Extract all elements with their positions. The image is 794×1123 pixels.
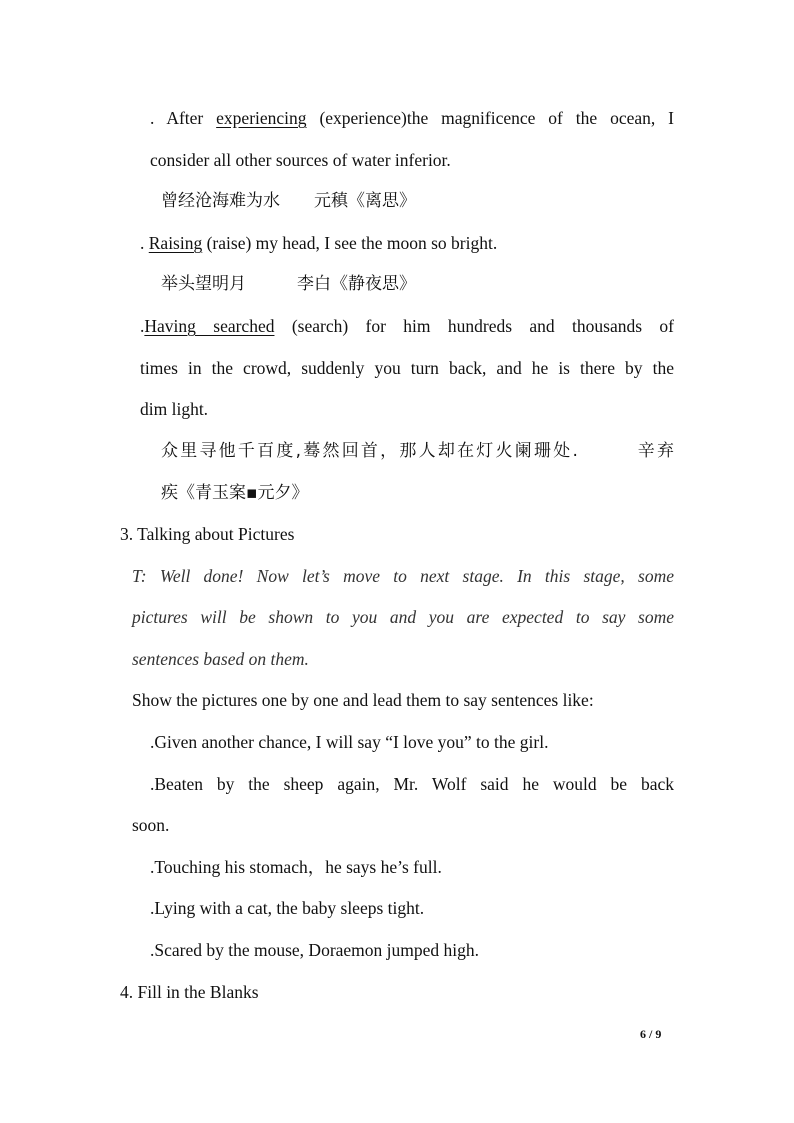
- example-3-prefix: .: [140, 316, 145, 336]
- example-1-line-1: [150, 107, 674, 129]
- teacher-line-2: pictures will be shown to you and you are expected to say some: [132, 607, 674, 627]
- example-1-prefix: . After: [150, 108, 217, 128]
- section-4-heading: 4. Fill in the Blanks: [120, 982, 259, 1002]
- sentence-1: .Given another chance, I will say “I love you” to the girl.: [150, 732, 549, 752]
- example-3-line-1: [140, 315, 674, 337]
- example-1-chinese: 曾经沧海难为水 元稹《离思》: [161, 191, 416, 211]
- example-3-answer: Having searched: [144, 316, 275, 336]
- sentence-5: .Scared by the mouse, Doraemon jumped high.: [150, 940, 480, 960]
- sentence-2: .Beaten by the sheep again, Mr. Wolf said he would be back: [150, 774, 674, 794]
- sentence-3: .Touching his stomach，he says he’s full.: [150, 857, 442, 877]
- example-3-rest: (search) for him hundreds and thousands of: [274, 316, 674, 336]
- teacher-line-1: T: Well done! Now let’s move to next stage. In this stage, some: [132, 566, 674, 586]
- example-2-rest: (raise) my head, I see the moon so bright.: [202, 233, 498, 253]
- section-3-heading: 3. Talking about Pictures: [120, 524, 295, 544]
- example-1-answer: experiencing: [216, 108, 307, 128]
- example-2-prefix: .: [140, 233, 149, 253]
- page-number: 6 / 9: [640, 1027, 662, 1041]
- teacher-line-3: sentences based on them.: [132, 649, 309, 669]
- example-1-line-2: consider all other sources of water inferior.: [150, 150, 451, 170]
- example-2-answer: Raising: [148, 233, 203, 253]
- example-2-line-1: [140, 232, 497, 254]
- instruction: Show the pictures one by one and lead them to say sentences like:: [132, 690, 594, 710]
- example-3-chinese-line-1: 众里寻他千百度,蓦然回首，那人却在灯火阑珊处. 辛弃: [161, 441, 674, 461]
- example-3-chinese-line-2: 疾《青玉案▪元夕》: [161, 483, 309, 503]
- sentence-4: .Lying with a cat, the baby sleeps tight.: [150, 898, 425, 918]
- example-3-line-2: times in the crowd, suddenly you turn back, and he is there by the: [140, 358, 674, 378]
- example-1-rest: (experience)the magnificence of the ocean, I: [306, 108, 674, 128]
- example-2-chinese: 举头望明月 李白《静夜思》: [161, 274, 416, 294]
- example-3-line-3: dim light.: [140, 399, 209, 419]
- sentence-2-cont: soon.: [132, 815, 170, 835]
